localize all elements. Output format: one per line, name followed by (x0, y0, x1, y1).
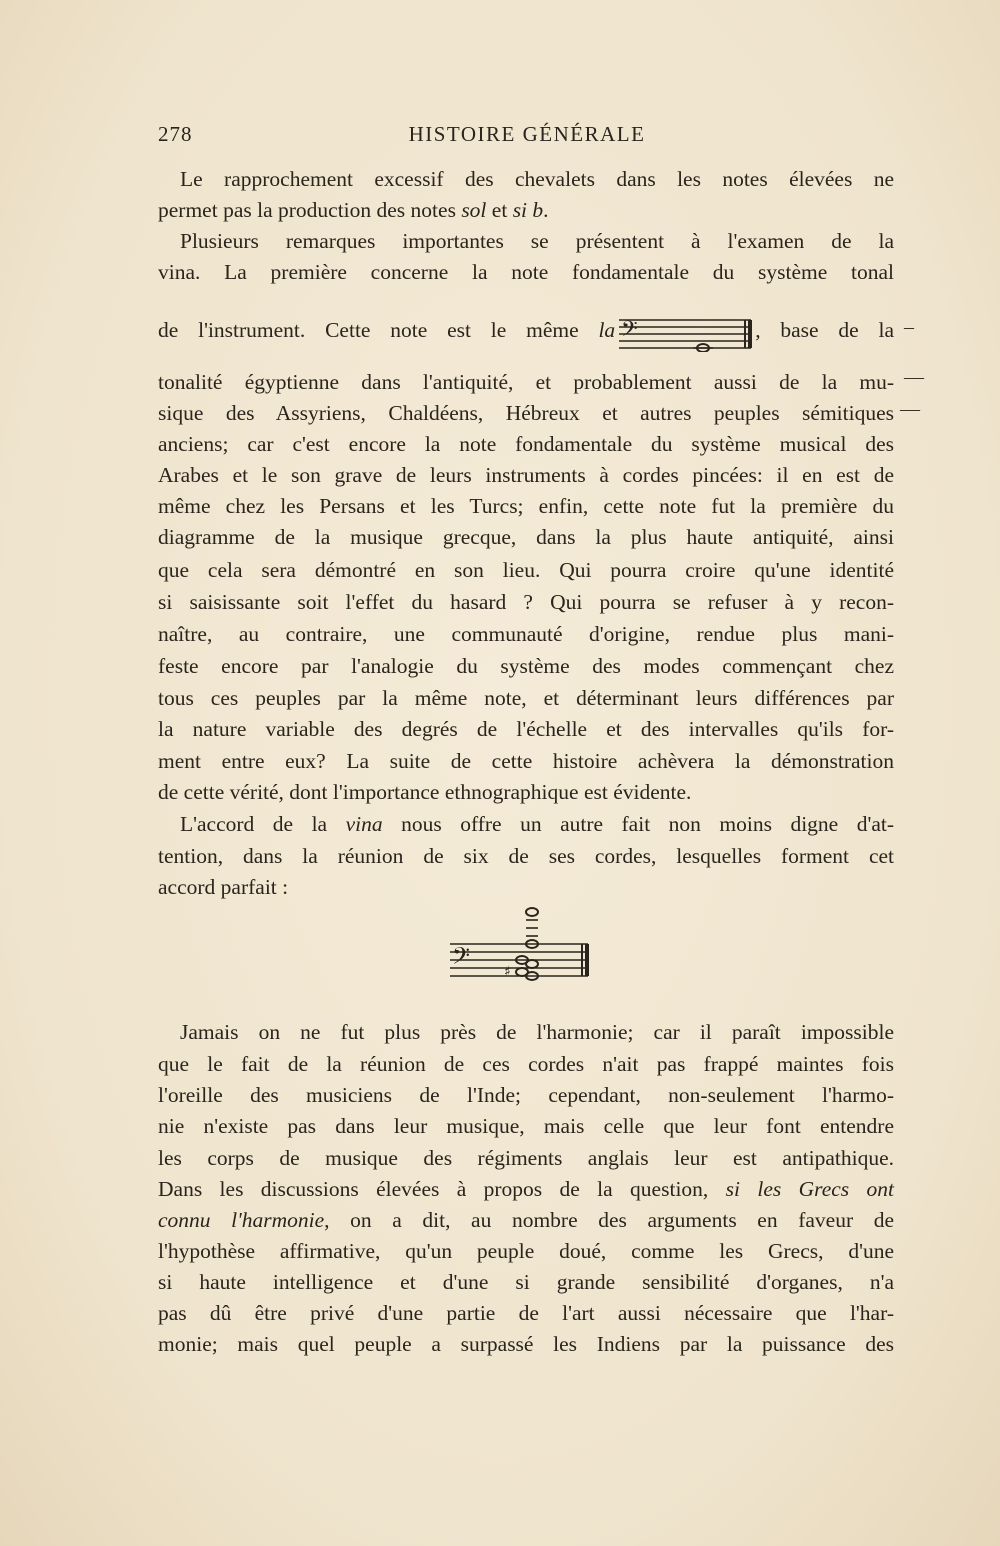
text-line: connu l'harmonie, on a dit, au nombre des arguments en faveur de (158, 1208, 894, 1232)
page-number: 278 (158, 122, 193, 146)
text-line: même chez les Persans et les Turcs; enfin, cette note fut la première du (158, 494, 894, 518)
text-line: si haute intelligence et d'une si grande sensibilité d'organes, n'a (158, 1270, 894, 1294)
text-line: monie; mais quel peuple a surpassé les Indiens par la puissance des (158, 1332, 894, 1356)
chord-staff-notation (448, 898, 594, 982)
page-header (158, 122, 896, 154)
text-line: ment entre eux? La suite de cette histoire achèvera la démonstration (158, 749, 894, 773)
text-line: Plusieurs remarques importantes se présentent à l'examen de la (180, 229, 894, 253)
text-line: Jamais on ne fut plus près de l'harmonie; car il paraît impossible (180, 1020, 894, 1044)
svg-text:𝄢: 𝄢 (452, 942, 471, 975)
text-line: permet pas la production des notes sol et si b. (158, 198, 549, 222)
bass-clef-note-staff (615, 312, 755, 352)
text-line: Dans les discussions élevées à propos de la question, si les Grecs ont (158, 1177, 894, 1201)
margin-dash: – (904, 316, 914, 338)
text-line: feste encore par l'analogie du système des modes commençant chez (158, 654, 894, 678)
svg-text:♯: ♯ (504, 964, 511, 980)
text-line: l'oreille des musiciens de l'Inde; cependant, non-seulement l'harmo- (158, 1083, 894, 1107)
margin-dash: — (900, 398, 920, 420)
svg-text:𝄢: 𝄢 (621, 317, 638, 348)
text-line: L'accord de la vina nous offre un autre fait non moins digne d'at- (180, 812, 895, 836)
text-line: anciens; car c'est encore la note fondamentale du système musical des (158, 432, 894, 456)
margin-dash: — (904, 366, 924, 388)
text-line: diagramme de la musique grecque, dans la plus haute antiquité, ainsi (158, 525, 894, 549)
text-line: Arabes et le son grave de leurs instruments à cordes pincées: il en est de (158, 463, 894, 487)
text-line: de l'instrument. Cette note est le même la 𝄢 , base de la (158, 310, 894, 350)
text-line: nie n'existe pas dans leur musique, mais celle que leur font entendre (158, 1114, 894, 1138)
text-line: Le rapprochement excessif des chevalets dans les notes élevées ne (180, 167, 894, 191)
text-line: la nature variable des degrés de l'échelle et des intervalles qu'ils for- (158, 717, 894, 741)
text-line: pas dû être privé d'une partie de l'art aussi nécessaire que l'har- (158, 1301, 894, 1325)
running-title: HISTOIRE GÉNÉRALE (408, 122, 646, 146)
text-line: accord parfait : (158, 875, 289, 899)
text-line: que le fait de la réunion de ces cordes n'ait pas frappé maintes fois (158, 1052, 894, 1076)
text-line: si saisissante soit l'effet du hasard ? Qui pourra se refuser à y recon- (158, 590, 894, 614)
text-line: les corps de musique des régiments anglais leur est antipathique. (158, 1146, 894, 1170)
text-line: sique des Assyriens, Chaldéens, Hébreux et autres peuples sémitiques (158, 401, 894, 425)
text-line: vina. La première concerne la note fondamentale du système tonal (158, 260, 894, 284)
text-line: que cela sera démontré en son lieu. Qui pourra croire qu'une identité (158, 558, 894, 582)
text-line: naître, au contraire, une communauté d'origine, rendue plus mani- (158, 622, 894, 646)
text-line: tonalité égyptienne dans l'antiquité, et probablement aussi de la mu- (158, 370, 894, 394)
text-line: de cette vérité, dont l'importance ethnographique est évidente. (158, 780, 692, 804)
text-line: tention, dans la réunion de six de ses cordes, lesquelles forment cet (158, 844, 894, 868)
text-line: l'hypothèse affirmative, qu'un peuple doué, comme les Grecs, d'une (158, 1239, 894, 1263)
text-line: tous ces peuples par la même note, et déterminant leurs différences par (158, 686, 894, 710)
